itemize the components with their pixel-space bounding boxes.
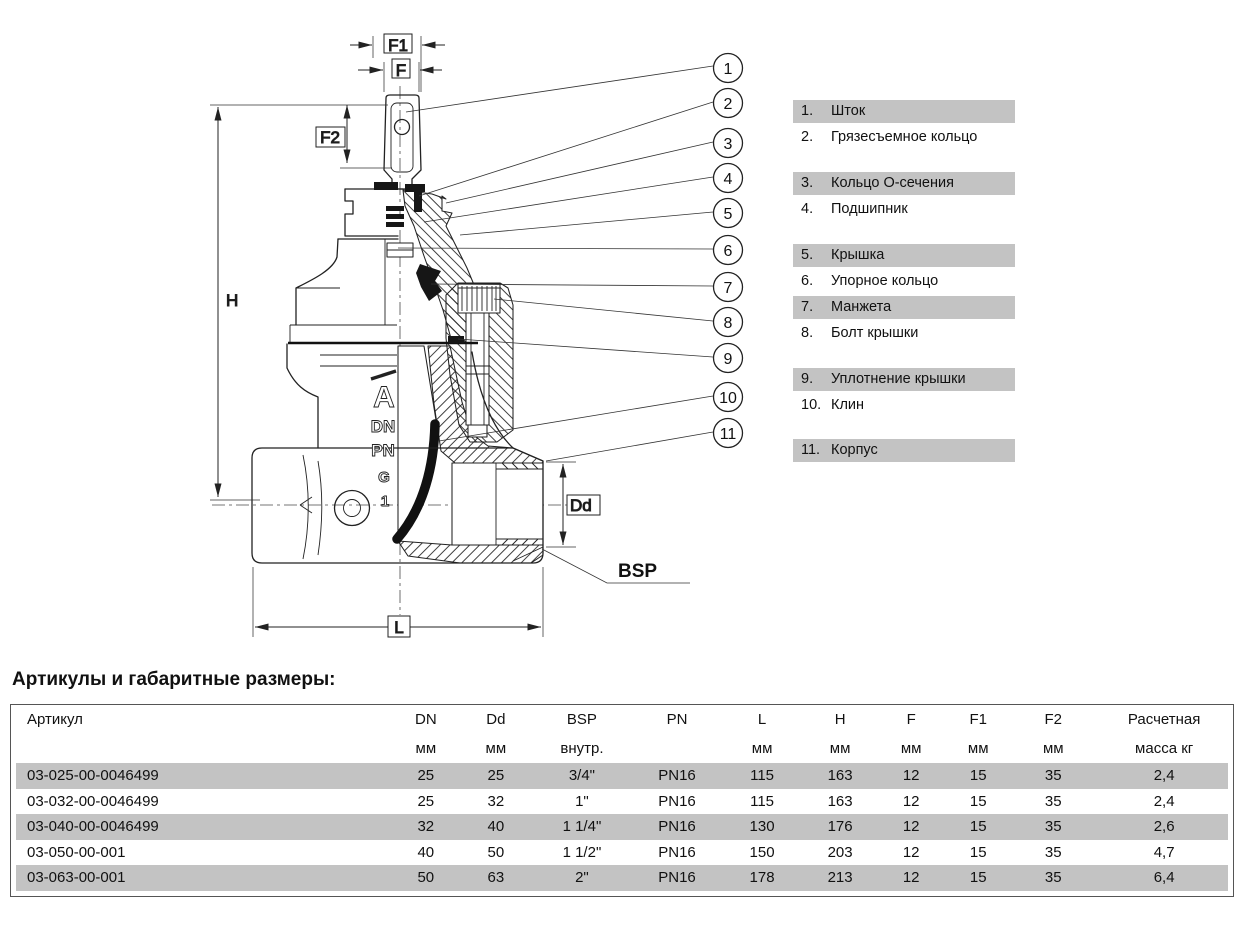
body-markings bbox=[371, 371, 396, 510]
cell: 3/4" bbox=[568, 767, 596, 785]
legend-item-number: 11. bbox=[801, 442, 821, 458]
cell: PN16 bbox=[658, 767, 696, 785]
outlet-port-thread bbox=[452, 463, 543, 545]
legend-item-1 bbox=[793, 100, 1015, 123]
svg-text:11: 11 bbox=[719, 426, 737, 443]
cell: 163 bbox=[827, 792, 853, 810]
cell: 12 bbox=[902, 869, 920, 887]
cell: 15 bbox=[969, 792, 987, 810]
col-header: PN bbox=[666, 711, 688, 728]
callout-10 bbox=[714, 383, 743, 412]
svg-text:2: 2 bbox=[723, 96, 733, 113]
cell: 35 bbox=[1044, 767, 1062, 785]
svg-text:F: F bbox=[395, 61, 407, 80]
drain-boss bbox=[335, 491, 370, 526]
legend-item-8 bbox=[793, 322, 1015, 345]
legend-item-label: Шток bbox=[831, 103, 866, 119]
col-header: BSP bbox=[566, 711, 597, 728]
stem-bearings bbox=[386, 206, 404, 227]
legend-item-2 bbox=[793, 126, 1015, 149]
col-unit: мм bbox=[967, 740, 989, 757]
legend-item-number: 5. bbox=[801, 247, 814, 263]
cell: 203 bbox=[827, 843, 853, 861]
col-header: H bbox=[834, 711, 846, 728]
callout-7 bbox=[714, 273, 743, 302]
legend-item-4 bbox=[793, 198, 1015, 221]
stem-eye-hole bbox=[395, 120, 410, 135]
callout-3 bbox=[714, 129, 743, 158]
cell: 50 bbox=[417, 869, 435, 887]
cell: 15 bbox=[969, 767, 987, 785]
col-header: Dd bbox=[486, 711, 506, 728]
stem bbox=[384, 95, 421, 189]
cell: 4,7 bbox=[1153, 843, 1175, 861]
valve-cross-section-diagram bbox=[0, 0, 780, 660]
cell: 1 1/2" bbox=[562, 843, 602, 861]
cell: 115 bbox=[750, 767, 775, 785]
cell: 12 bbox=[902, 818, 920, 836]
col-unit: мм bbox=[829, 740, 851, 757]
svg-text:3: 3 bbox=[723, 136, 733, 153]
cell: PN16 bbox=[658, 792, 696, 810]
cell: 178 bbox=[749, 869, 775, 887]
cell: 35 bbox=[1044, 869, 1062, 887]
legend-item-11 bbox=[793, 439, 1015, 462]
col-unit: мм bbox=[900, 740, 922, 757]
cell-article: 03-025-00-0046499 bbox=[27, 767, 159, 785]
cell: 25 bbox=[487, 767, 505, 785]
callout-4 bbox=[714, 164, 743, 193]
header-name-row bbox=[11, 705, 1234, 735]
col-header: Артикул bbox=[27, 711, 83, 728]
cell: 32 bbox=[487, 792, 505, 810]
cell: 2,6 bbox=[1153, 818, 1175, 836]
svg-text:5: 5 bbox=[723, 206, 733, 223]
callout-2 bbox=[714, 89, 743, 118]
cell: 1 1/4" bbox=[562, 818, 602, 836]
legend-item-label: Подшипник bbox=[831, 201, 908, 217]
legend-item-number: 8. bbox=[801, 325, 814, 341]
callout-6 bbox=[714, 236, 743, 265]
cell: 130 bbox=[749, 818, 775, 836]
svg-text:Dd: Dd bbox=[570, 496, 592, 515]
col-header: Расчетная bbox=[1127, 711, 1201, 728]
legend-item-5 bbox=[793, 244, 1015, 267]
table-row bbox=[11, 789, 1234, 815]
col-header: DN bbox=[414, 711, 437, 728]
cell: 15 bbox=[969, 818, 987, 836]
legend-item-9 bbox=[793, 368, 1015, 391]
legend-item-label: Уплотнение крышки bbox=[831, 371, 966, 387]
cell: 176 bbox=[827, 818, 853, 836]
thrust-ring bbox=[387, 243, 413, 257]
svg-text:9: 9 bbox=[723, 351, 733, 368]
svg-text:8: 8 bbox=[723, 315, 733, 332]
svg-text:6: 6 bbox=[723, 243, 733, 260]
callout-5 bbox=[714, 199, 743, 228]
legend-item-10 bbox=[793, 394, 1015, 417]
table-row bbox=[11, 814, 1234, 840]
marking-size: 1 bbox=[380, 493, 390, 510]
table-row bbox=[11, 763, 1234, 789]
dim-h bbox=[210, 105, 388, 500]
logo-letter: A bbox=[373, 381, 395, 414]
col-header: F2 bbox=[1044, 711, 1063, 728]
col-unit: мм bbox=[751, 740, 773, 757]
svg-text:BSP: BSP bbox=[618, 561, 658, 582]
bsp-note bbox=[542, 549, 690, 583]
legend-item-number: 6. bbox=[801, 273, 814, 289]
dimensions-table bbox=[10, 704, 1234, 897]
legend-item-label: Кольцо О-сечения bbox=[831, 175, 954, 191]
cell: 12 bbox=[902, 843, 920, 861]
cell: 2,4 bbox=[1153, 792, 1175, 810]
col-unit: мм bbox=[415, 740, 437, 757]
col-unit: масса кг bbox=[1135, 740, 1194, 757]
table-row bbox=[11, 865, 1234, 891]
cell: 163 bbox=[827, 767, 853, 785]
table-title: Артикулы и габаритные размеры: bbox=[12, 669, 336, 690]
svg-text:H: H bbox=[226, 291, 239, 310]
col-unit bbox=[11, 734, 391, 763]
cell: 6,4 bbox=[1153, 869, 1175, 887]
col-unit: мм bbox=[485, 740, 507, 757]
legend-item-label: Упорное кольцо bbox=[831, 273, 939, 289]
legend-item-7 bbox=[793, 296, 1015, 319]
svg-text:F1: F1 bbox=[388, 36, 408, 55]
cell: 40 bbox=[417, 843, 435, 861]
cell: 25 bbox=[417, 792, 435, 810]
legend-item-number: 10. bbox=[801, 397, 822, 413]
legend-item-number: 3. bbox=[801, 175, 814, 191]
cell: PN16 bbox=[658, 843, 696, 861]
dim-f2 bbox=[316, 105, 392, 168]
cell-article: 03-040-00-0046499 bbox=[27, 818, 159, 836]
cell: 50 bbox=[487, 843, 505, 861]
cell: 40 bbox=[487, 818, 505, 836]
svg-text:L: L bbox=[394, 618, 404, 637]
header-unit-row bbox=[11, 734, 1234, 763]
legend-item-label: Болт крышки bbox=[831, 325, 919, 341]
svg-text:F2: F2 bbox=[320, 128, 340, 147]
cell: 25 bbox=[417, 767, 435, 785]
callout-8 bbox=[714, 308, 743, 337]
marking-g: G bbox=[378, 469, 390, 486]
marking-dn: DN bbox=[370, 417, 396, 436]
cell: PN16 bbox=[658, 869, 696, 887]
cell: 32 bbox=[417, 818, 435, 836]
cell: 12 bbox=[902, 792, 920, 810]
wedge bbox=[397, 346, 436, 539]
legend-item-number: 2. bbox=[801, 129, 814, 145]
parts-legend bbox=[793, 0, 1019, 480]
legend-item-6 bbox=[793, 270, 1015, 293]
callout-balloons bbox=[714, 54, 743, 448]
callout-1 bbox=[714, 54, 743, 83]
cell: 2" bbox=[575, 869, 589, 887]
spacer bbox=[11, 891, 1234, 897]
cell: 35 bbox=[1044, 818, 1062, 836]
table-footer-spacer bbox=[11, 891, 1234, 897]
legend-item-number: 9. bbox=[801, 371, 814, 387]
svg-text:7: 7 bbox=[723, 280, 733, 297]
col-unit: мм bbox=[1042, 740, 1064, 757]
col-unit: внутр. bbox=[560, 740, 604, 757]
table-row bbox=[11, 840, 1234, 866]
callout-11 bbox=[714, 419, 743, 448]
marking-pn: PN bbox=[371, 441, 395, 460]
col-unit bbox=[633, 734, 721, 763]
cell-article: 03-050-00-001 bbox=[27, 843, 126, 861]
legend-item-3 bbox=[793, 172, 1015, 195]
cell: 213 bbox=[827, 869, 853, 887]
svg-text:4: 4 bbox=[723, 171, 733, 188]
cell: 15 bbox=[969, 869, 987, 887]
svg-text:1: 1 bbox=[723, 61, 733, 78]
legend-item-label: Манжета bbox=[831, 299, 892, 315]
legend-item-label: Грязесъемное кольцо bbox=[831, 129, 978, 145]
cell: 150 bbox=[749, 843, 775, 861]
svg-text:10: 10 bbox=[719, 390, 737, 407]
table-header bbox=[11, 705, 1234, 764]
legend-item-label: Клин bbox=[831, 397, 865, 413]
legend-item-number: 4. bbox=[801, 201, 814, 217]
logo-bar bbox=[371, 371, 396, 379]
cell: 1" bbox=[575, 792, 589, 810]
cell: 35 bbox=[1044, 792, 1062, 810]
legend-item-number: 7. bbox=[801, 299, 814, 315]
dim-dd bbox=[546, 462, 600, 547]
col-header: L bbox=[757, 711, 767, 728]
cell: 35 bbox=[1044, 843, 1062, 861]
cell: 12 bbox=[902, 767, 920, 785]
cell-article: 03-063-00-001 bbox=[27, 869, 126, 887]
legend-item-number: 1. bbox=[801, 103, 814, 119]
cell-article: 03-032-00-0046499 bbox=[27, 792, 159, 810]
legend-item-label: Корпус bbox=[831, 442, 878, 458]
callout-9 bbox=[714, 344, 743, 373]
cell: 2,4 bbox=[1153, 767, 1175, 785]
cell: 115 bbox=[750, 792, 775, 810]
cell: 15 bbox=[969, 843, 987, 861]
cell: 63 bbox=[487, 869, 505, 887]
col-header: F1 bbox=[969, 711, 987, 728]
col-header: F bbox=[906, 711, 916, 728]
dim-l bbox=[253, 567, 543, 637]
cell: PN16 bbox=[658, 818, 696, 836]
legend-item-label: Крышка bbox=[831, 247, 885, 263]
